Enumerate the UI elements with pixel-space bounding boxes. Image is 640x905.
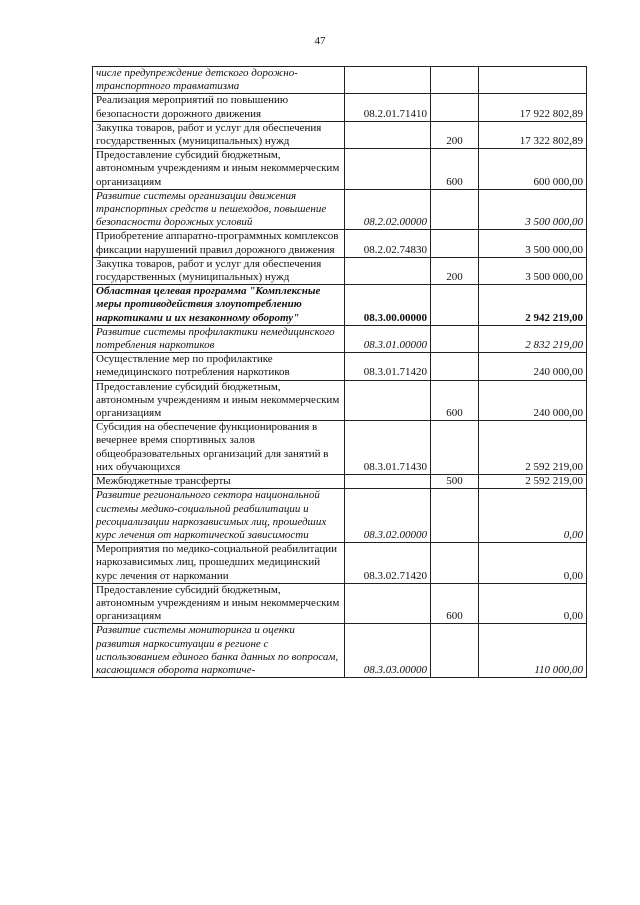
row-amount-cell: 240 000,00 xyxy=(479,353,587,380)
row-name-cell: числе предупреждение детского дорожно-транспортного травматизма xyxy=(93,67,345,94)
row-code-cell: 08.3.00.00000 xyxy=(345,285,431,326)
row-amount-cell: 17 322 802,89 xyxy=(479,121,587,148)
row-amount-cell: 0,00 xyxy=(479,543,587,584)
row-expense-type-cell: 600 xyxy=(431,380,479,421)
row-name-cell: Развитие системы мониторинга и оценки развития наркоситуации в регионе с использованием единого банка данных по вопросам, касающимся оборота наркотиче- xyxy=(93,624,345,678)
row-amount-cell: 0,00 xyxy=(479,583,587,624)
row-expense-type-cell xyxy=(431,353,479,380)
row-expense-type-cell xyxy=(431,189,479,230)
row-name-cell: Мероприятия по медико-социальной реабилитации наркозависимых лиц, прошедших медицинский курс лечения от наркомании xyxy=(93,543,345,584)
row-amount-cell: 3 500 000,00 xyxy=(479,189,587,230)
row-amount-cell: 240 000,00 xyxy=(479,380,587,421)
row-name-cell: Закупка товаров, работ и услуг для обеспечения государственных (муниципальных) нужд xyxy=(93,121,345,148)
row-amount-cell: 2 942 219,00 xyxy=(479,285,587,326)
row-amount-cell: 17 922 802,89 xyxy=(479,94,587,121)
table-row xyxy=(93,353,587,380)
table-row xyxy=(93,149,587,190)
row-name-cell: Приобретение аппаратно-программных комплексов фиксации нарушений правил дорожного движения xyxy=(93,230,345,257)
row-name-cell: Областная целевая программа "Комплексные меры противодействия злоупотреблению наркотиками и их незаконному обороту" xyxy=(93,285,345,326)
row-expense-type-cell xyxy=(431,325,479,352)
row-code-cell: 08.3.02.71420 xyxy=(345,543,431,584)
table-row xyxy=(93,583,587,624)
row-name-cell: Развитие регионального сектора национальной системы медико-социальной реабилитации и ресоциализации наркозависимых лиц, прошедших курс лечения от наркотической зависимости xyxy=(93,489,345,543)
table-row xyxy=(93,325,587,352)
row-code-cell: 08.3.01.71420 xyxy=(345,353,431,380)
table-row xyxy=(93,230,587,257)
row-name-cell: Предоставление субсидий бюджетным, автономным учреждениям и иным некоммерческим организациям xyxy=(93,380,345,421)
row-expense-type-cell xyxy=(431,285,479,326)
row-code-cell xyxy=(345,475,431,489)
table-row xyxy=(93,285,587,326)
row-code-cell xyxy=(345,121,431,148)
row-expense-type-cell xyxy=(431,94,479,121)
row-name-cell: Предоставление субсидий бюджетным, автономным учреждениям и иным некоммерческим организациям xyxy=(93,149,345,190)
row-amount-cell: 600 000,00 xyxy=(479,149,587,190)
table-row xyxy=(93,94,587,121)
row-code-cell: 08.2.01.71410 xyxy=(345,94,431,121)
row-expense-type-cell xyxy=(431,67,479,94)
row-amount-cell: 0,00 xyxy=(479,489,587,543)
row-amount-cell: 2 832 219,00 xyxy=(479,325,587,352)
row-expense-type-cell xyxy=(431,230,479,257)
row-name-cell: Предоставление субсидий бюджетным, автономным учреждениям и иным некоммерческим организациям xyxy=(93,583,345,624)
row-amount-cell: 3 500 000,00 xyxy=(479,257,587,284)
table-row xyxy=(93,121,587,148)
table-row xyxy=(93,421,587,475)
row-code-cell xyxy=(345,583,431,624)
row-code-cell xyxy=(345,380,431,421)
table-row xyxy=(93,624,587,678)
row-code-cell xyxy=(345,257,431,284)
row-expense-type-cell: 200 xyxy=(431,257,479,284)
page-number: 47 xyxy=(314,35,326,47)
row-name-cell: Субсидия на обеспечение функционирования в вечернее время спортивных залов общеобразовательных организаций для занятий в них обучающихся xyxy=(93,421,345,475)
row-expense-type-cell xyxy=(431,421,479,475)
row-code-cell: 08.2.02.74830 xyxy=(345,230,431,257)
row-code-cell xyxy=(345,67,431,94)
row-amount-cell: 3 500 000,00 xyxy=(479,230,587,257)
row-expense-type-cell: 500 xyxy=(431,475,479,489)
table-row xyxy=(93,189,587,230)
row-name-cell: Развитие системы профилактики немедицинского потребления наркотиков xyxy=(93,325,345,352)
budget-table xyxy=(92,66,587,678)
row-expense-type-cell: 600 xyxy=(431,583,479,624)
row-amount-cell: 2 592 219,00 xyxy=(479,421,587,475)
row-expense-type-cell xyxy=(431,489,479,543)
row-code-cell: 08.3.03.00000 xyxy=(345,624,431,678)
row-expense-type-cell: 200 xyxy=(431,121,479,148)
row-name-cell: Осуществление мер по профилактике немедицинского потребления наркотиков xyxy=(93,353,345,380)
row-code-cell: 08.2.02.00000 xyxy=(345,189,431,230)
table-row xyxy=(93,543,587,584)
row-amount-cell xyxy=(479,67,587,94)
table-row xyxy=(93,380,587,421)
row-name-cell: Межбюджетные трансферты xyxy=(93,475,345,489)
row-code-cell: 08.3.01.00000 xyxy=(345,325,431,352)
row-code-cell xyxy=(345,149,431,190)
row-name-cell: Реализация мероприятий по повышению безопасности дорожного движения xyxy=(93,94,345,121)
row-code-cell: 08.3.02.00000 xyxy=(345,489,431,543)
table-row xyxy=(93,475,587,489)
row-code-cell: 08.3.01.71430 xyxy=(345,421,431,475)
table-row xyxy=(93,257,587,284)
row-expense-type-cell xyxy=(431,624,479,678)
row-expense-type-cell xyxy=(431,543,479,584)
table-row xyxy=(93,67,587,94)
row-name-cell: Закупка товаров, работ и услуг для обеспечения государственных (муниципальных) нужд xyxy=(93,257,345,284)
row-expense-type-cell: 600 xyxy=(431,149,479,190)
row-name-cell: Развитие системы организации движения транспортных средств и пешеходов, повышение безопасности дорожных условий xyxy=(93,189,345,230)
table-row xyxy=(93,489,587,543)
row-amount-cell: 2 592 219,00 xyxy=(479,475,587,489)
row-amount-cell: 110 000,00 xyxy=(479,624,587,678)
